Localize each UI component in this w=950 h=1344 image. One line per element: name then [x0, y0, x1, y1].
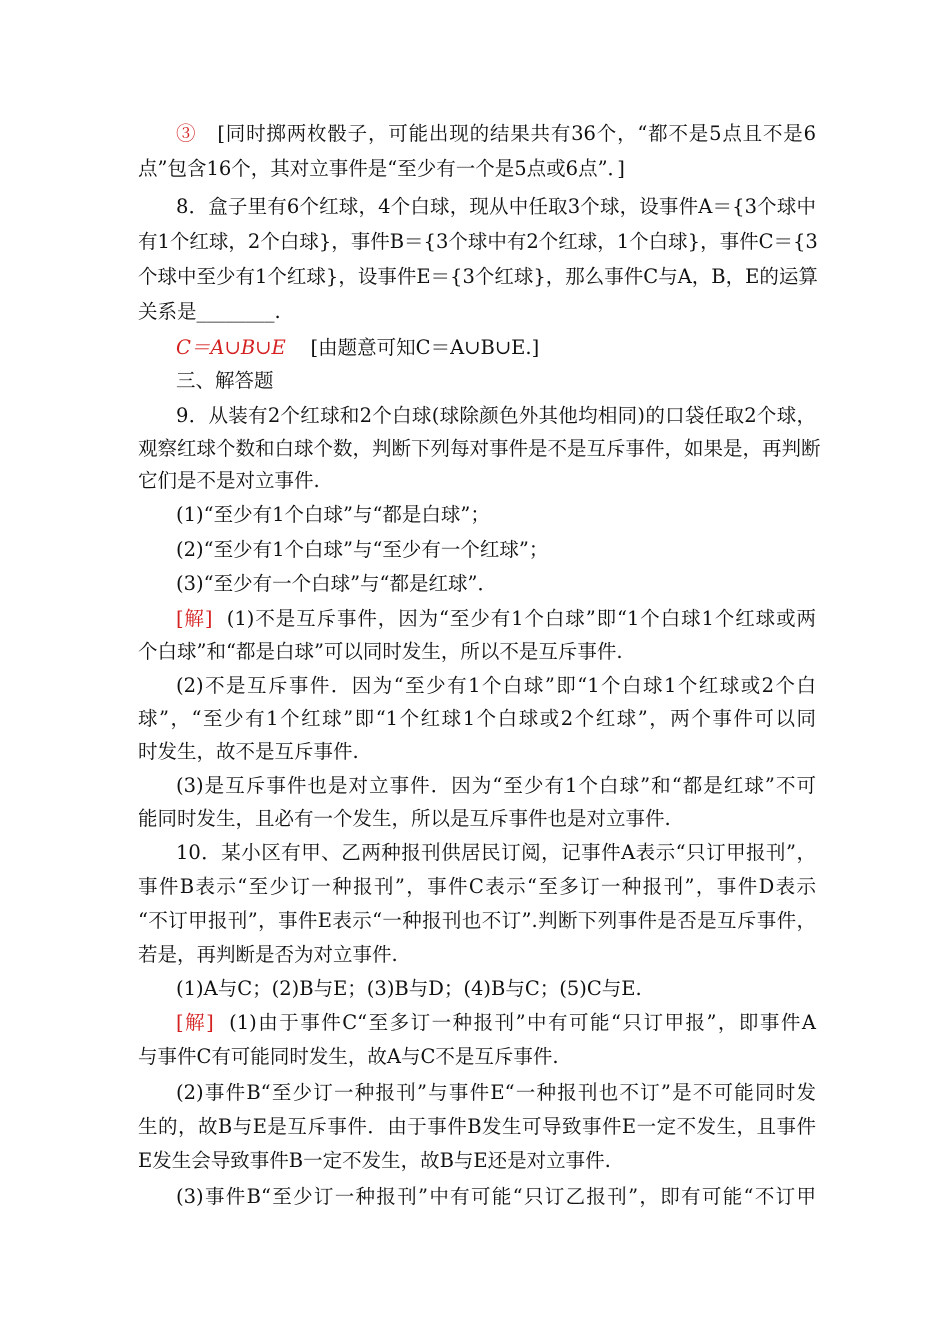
q9-part-3: (3)“至少有一个白球”与“都是红球”． — [176, 572, 497, 595]
q9-solution-2-line-1: (2)不是互斥事件．因为“至少有1个白球”即“1个白球1个红球或2个白 — [176, 674, 816, 697]
q9-solution-1-line-2: 个白球”和“都是白球”可以同时发生，所以不是互斥事件. — [138, 640, 623, 663]
q7-explanation-line-1 — [176, 121, 816, 147]
q9-solution-3-line-1: (3)是互斥事件也是对立事件．因为“至少有1个白球”和“都是红球”不可 — [176, 774, 816, 797]
q8-line-1: 8．盒子里有6个红球，4个白球，现从中任取3个球，设事件A＝{3个球中 — [176, 195, 816, 218]
q10-solution-1-line-2: 与事件C有可能同时发生，故A与C不是互斥事件. — [138, 1045, 559, 1068]
section-heading: 三、解答题 — [176, 369, 274, 392]
q9-solution-2-line-2: 球”，“至少有1个红球”即“1个红球1个白球或2个红球”，两个事件可以同 — [138, 707, 816, 730]
q9-solution-3-line-2: 能同时发生，且必有一个发生，所以是互斥事件也是对立事件. — [138, 807, 671, 830]
q10-solution-2-line-3: E发生会导致事件B一定不发生，故B与E还是对立事件. — [138, 1149, 611, 1172]
q8-line-3: 个球中至少有1个红球}，设事件E＝{3个红球}，那么事件C与A，B，E的运算 — [138, 265, 818, 288]
q7-explanation-line-2: 点”包含16个，其对立事件是“至少有一个是5点或6点”．] — [138, 157, 625, 180]
q10-parts: (1)A与C；(2)B与E；(3)B与D；(4)B与C；(5)C与E. — [176, 977, 642, 1000]
q8-explain: [由题意可知C＝A∪B∪E.] — [310, 336, 540, 359]
q8-answer: C＝A∪B∪E — [176, 336, 286, 359]
q9-part-2: (2)“至少有1个白球”与“至少有一个红球”； — [176, 538, 549, 561]
q8-line-2: 有1个红球，2个白球}，事件B＝{3个球中有2个红球，1个白球}，事件C＝{3 — [138, 230, 818, 253]
q9-solution-marker: [解] — [176, 607, 213, 630]
q7-answer-mark: ③ — [176, 122, 197, 145]
q9-solution-1-text: (1)不是互斥事件，因为“至少有1个白球”即“1个白球1个红球或两 — [226, 607, 817, 630]
q10-line-2: 事件B表示“至少订一种报刊”，事件C表示“至多订一种报刊”，事件D表示 — [138, 875, 816, 898]
q9-solution-1-line-1 — [176, 606, 816, 632]
q7-explain-text-1: [同时掷两枚骰子，可能出现的结果共有36个，“都不是5点且不是6 — [217, 122, 816, 145]
q10-solution-marker: [解] — [176, 1011, 214, 1034]
q10-solution-1-line-1 — [176, 1010, 816, 1036]
q10-line-3: “不订甲报刊”，事件E表示“一种报刊也不订”.判断下列事件是否是互斥事件， — [138, 909, 816, 932]
q10-line-1: 10．某小区有甲、乙两种报刊供居民订阅，记事件A表示“只订甲报刊”， — [176, 841, 816, 864]
q8-line-4: 关系是________. — [138, 300, 281, 323]
q10-line-4: 若是，再判断是否为对立事件. — [138, 943, 398, 966]
q9-line-2: 观察红球个数和白球个数，判断下列每对事件是不是互斥事件，如果是，再判断 — [138, 437, 821, 460]
q9-line-3: 它们是不是对立事件. — [138, 469, 320, 492]
q10-solution-3-line-1: (3)事件B“至少订一种报刊”中有可能“只订乙报刊”，即有可能“不订甲 — [176, 1185, 816, 1208]
q10-solution-1-text: (1)由于事件C“至多订一种报刊”中有可能“只订甲报”，即事件A — [229, 1011, 816, 1034]
q9-solution-2-line-3: 时发生，故不是互斥事件. — [138, 740, 359, 763]
q10-solution-2-line-2: 生的，故B与E是互斥事件．由于事件B发生可导致事件E一定不发生，且事件 — [138, 1115, 816, 1138]
q8-answer-line — [176, 335, 816, 361]
q9-line-1: 9．从装有2个红球和2个白球(球除颜色外其他均相同)的口袋任取2个球， — [176, 404, 816, 427]
q9-part-1: (1)“至少有1个白球”与“都是白球”； — [176, 503, 490, 526]
q10-solution-2-line-1: (2)事件B“至少订一种报刊”与事件E“一种报刊也不订”是不可能同时发 — [176, 1081, 816, 1104]
